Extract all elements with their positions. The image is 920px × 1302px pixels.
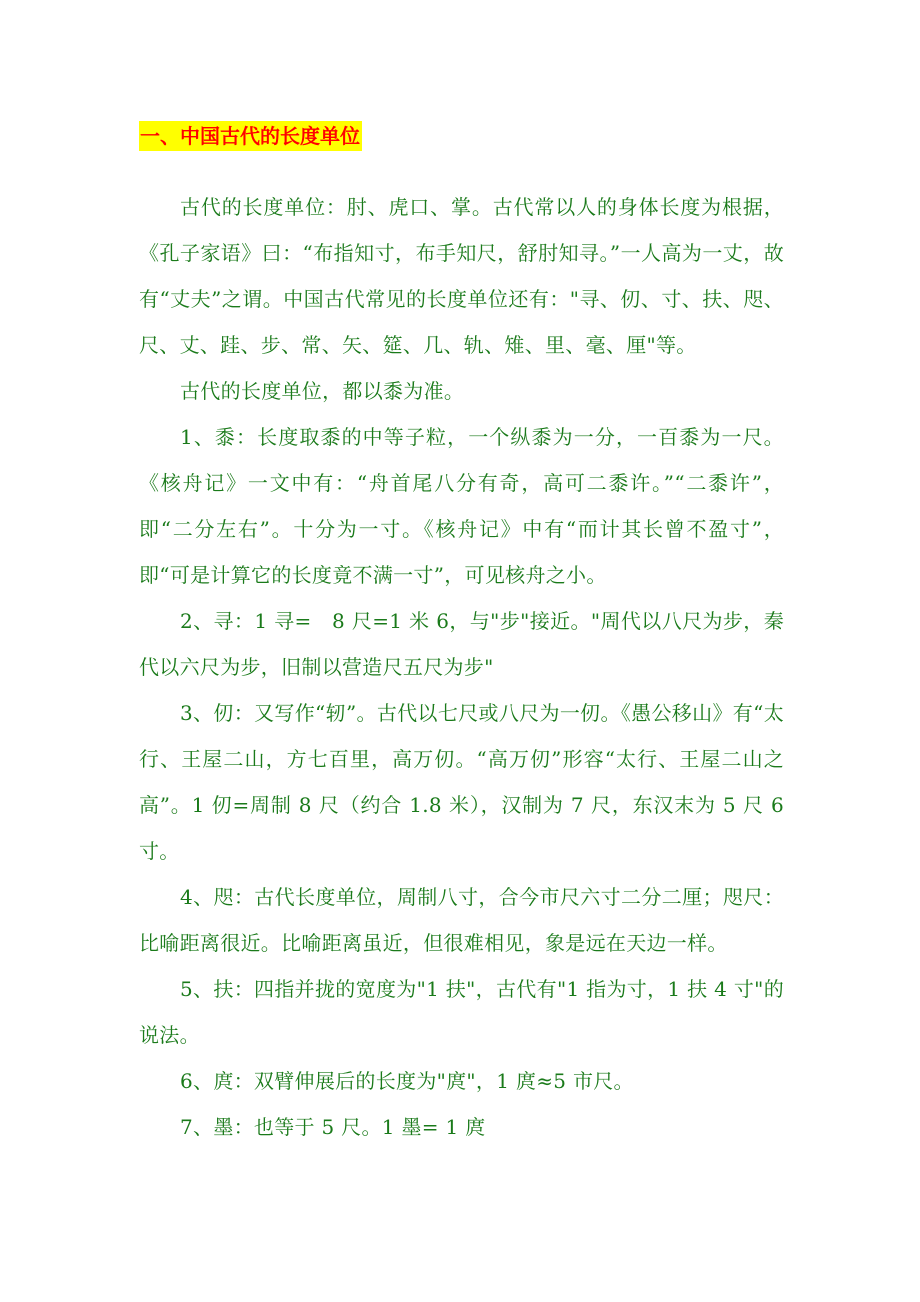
paragraph-item-5: 5、扶：四指并拢的宽度为"1 扶"，古代有"1 指为寸，1 扶 4 寸"的说法。 — [139, 977, 784, 1047]
document-body — [139, 184, 784, 1150]
paragraph-item-2: 2、寻：1 寻= 8 尺=1 米 6，与"步"接近。"周代以八尺为步，秦代以六尺为步，旧制以营造尺五尺为步" — [139, 609, 784, 679]
paragraph-item-6: 6、庹：双臂伸展后的长度为"庹"，1 庹≈5 市尺。 — [180, 1069, 634, 1093]
paragraph-item-1: 1、黍：长度取黍的中等子粒，一个纵黍为一分，一百黍为一尺。《核舟记》一文中有：“舟首尾八分有奇，高可二黍许。”“二黍许”，即“二分左右”。十分为一寸。《核舟记》中有“而计其长曾不盈寸”，即“可是计算它的长度竟不满一寸”，可见核舟之小。 — [139, 425, 784, 587]
paragraph-intro: 古代的长度单位：肘、虎口、掌。古代常以人的身体长度为根据，《孔子家语》曰：“布指知寸，布手知尺，舒肘知寻。”一人高为一丈，故有“丈夫”之谓。中国古代常见的长度单位还有："寻、仞、寸、扶、咫、尺、丈、跬、步、常、矢、筵、几、轨、雉、里、毫、厘"等。 — [139, 195, 784, 357]
paragraph-item-7: 7、墨：也等于 5 尺。1 墨= 1 庹 — [180, 1115, 486, 1139]
paragraph-standard: 古代的长度单位，都以黍为准。 — [180, 379, 465, 403]
paragraph-item-3: 3、仞：又写作“轫”。古代以七尺或八尺为一仞。《愚公移山》有“太行、王屋二山，方七百里，高万仞。“高万仞”形容“太行、王屋二山之高”。1 仞=周制 8 尺（约合 1.8 米），汉制为 7 尺，东汉末为 5 尺 6 寸。 — [139, 701, 784, 863]
paragraph-item-4: 4、咫：古代长度单位，周制八寸，合今市尺六寸二分二厘；咫尺：比喻距离很近。比喻距离虽近，但很难相见，象是远在天边一样。 — [139, 885, 784, 955]
section-heading: 一、中国古代的长度单位 — [139, 121, 362, 151]
